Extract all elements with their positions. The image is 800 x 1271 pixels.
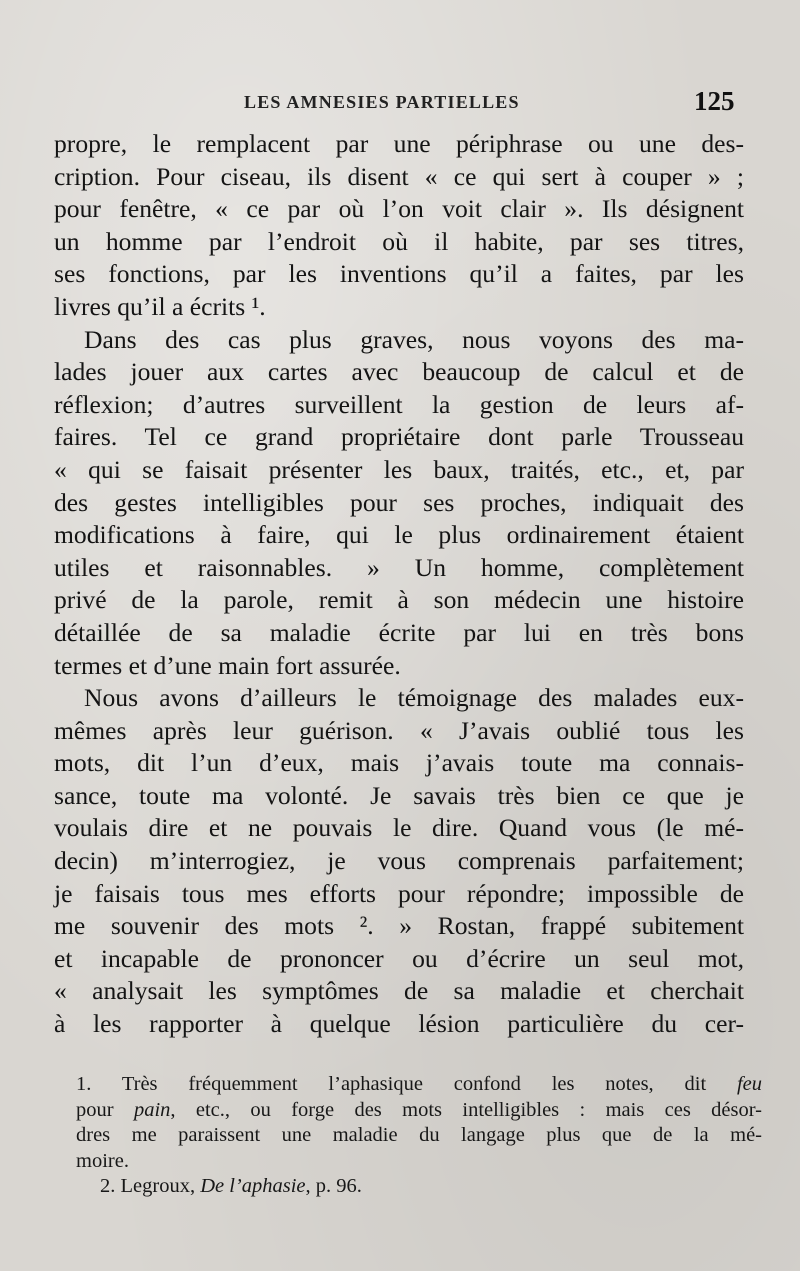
text-line: me souvenir des mots ². » Rostan, frappé subitement [54, 911, 744, 941]
text-line: à les rapporter à quelque lésion particulière du cer- [54, 1009, 744, 1039]
text-line: decin) m’interrogiez, je vous comprenais parfaitement; [54, 846, 744, 876]
footnote-text: , etc., ou forge des mots intelligibles : mais ces désor- [170, 1098, 762, 1121]
text-line: livres qu’il a écrits ¹. [54, 291, 266, 321]
text-line: détaillée de sa maladie écrite par lui en très bons [54, 617, 744, 647]
text-line: termes et d’une main fort assurée. [54, 650, 401, 680]
text-line: réflexion; d’autres surveillent la gestion de leurs af- [54, 389, 744, 419]
text-line: utiles et raisonnables. » Un homme, complètement [54, 552, 744, 582]
text-line: des gestes intelligibles pour ses proches, indiquait des [54, 487, 744, 517]
footnote-italic: De l’aphasie [200, 1175, 306, 1197]
text-line: Nous avons d’ailleurs le témoignage des malades eux- [84, 683, 744, 713]
paragraph-3 [54, 682, 744, 1041]
text-line: propre, le remplacent par une périphrase ou une des- [54, 129, 744, 158]
footnote-1-line: moire. [76, 1149, 129, 1172]
running-title: LES AMNESIES PARTIELLES [244, 92, 520, 112]
running-header [0, 86, 800, 120]
body-text [54, 128, 744, 1041]
text-line: Dans des cas plus graves, nous voyons des ma- [84, 324, 744, 354]
text-line: modifications à faire, qui le plus ordinairement étaient [54, 520, 744, 550]
footnote-italic: feu [736, 1073, 762, 1095]
footnote-1-line [76, 1072, 762, 1098]
text-line: un homme par l’endroit où il habite, par ses titres, [54, 226, 744, 256]
text-line: « qui se faisait présenter les baux, traités, etc., et, par [54, 454, 744, 484]
footnotes [76, 1072, 762, 1200]
text-line: je faisais tous mes efforts pour répondre; impossible de [54, 878, 744, 908]
footnote-text: 1. Très fréquemment l’aphasique confond les notes, dit [76, 1073, 737, 1095]
paragraph-2 [54, 324, 744, 683]
text-line: sance, toute ma volonté. Je savais très bien ce que je [54, 780, 744, 810]
text-line: et incapable de prononcer ou d’écrire un seul mot, [54, 943, 744, 973]
footnote-1-line [76, 1098, 762, 1124]
footnote-text: 2. Legroux, [100, 1175, 201, 1197]
footnote-italic: pain [133, 1098, 171, 1121]
text-line: pour fenêtre, « ce par où l’on voit clair ». Ils désignent [54, 194, 744, 224]
text-line: mêmes après leur guérison. « J’avais oublié tous les [54, 715, 744, 745]
text-line: mots, dit l’un d’eux, mais j’avais toute ma connais- [54, 748, 744, 778]
page-number: 125 [694, 86, 735, 116]
paragraph-1 [54, 128, 744, 324]
footnote-2-line [76, 1174, 762, 1200]
text-line: lades jouer aux cartes avec beaucoup de calcul et de [54, 357, 744, 387]
text-line: « analysait les symptômes de sa maladie et cherchait [54, 976, 744, 1006]
footnote-1-line: dres me paraissent une maladie du langage plus que de la mé- [76, 1124, 762, 1146]
text-line: cription. Pour ciseau, ils disent « ce qui sert à couper » ; [54, 161, 744, 191]
text-line: faires. Tel ce grand propriétaire dont parle Trousseau [54, 422, 744, 452]
text-line: privé de la parole, remit à son médecin une histoire [54, 585, 744, 615]
text-line: ses fonctions, par les inventions qu’il a faites, par les [54, 259, 744, 289]
footnote-text: pour [76, 1098, 134, 1121]
text-line: voulais dire et ne pouvais le dire. Quand vous (le mé- [54, 813, 744, 843]
footnote-text: , p. 96. [305, 1175, 362, 1197]
